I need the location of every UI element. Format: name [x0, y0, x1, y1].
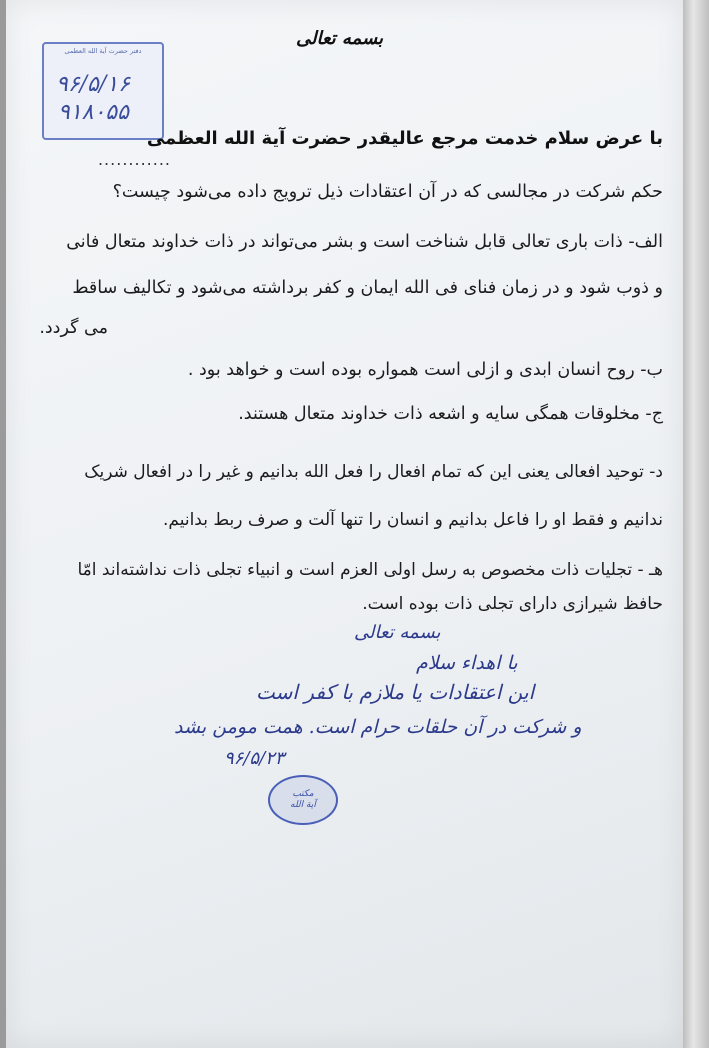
- answer-date: ۹۶/۵/۲۳: [224, 748, 285, 769]
- answer-greeting: با اهداء سلام: [416, 652, 518, 674]
- receipt-stamp: [42, 42, 164, 140]
- stamp-header: دفتر حضرت آیة الله العظمی: [64, 47, 142, 55]
- stamp-date: ۹۶/۵/۱۶: [56, 72, 130, 97]
- salutation-line: [147, 128, 663, 149]
- seal-text-bottom: آیة الله: [290, 800, 316, 810]
- question-line-10: حافظ شیرازی دارای تجلی ذات بوده است.: [362, 594, 663, 614]
- question-line-8: ندانیم و فقط او را فاعل بدانیم و انسان را تنها آلت و صرف ربط بدانیم.: [162, 510, 663, 530]
- question-line-4: می گردد.: [39, 318, 108, 338]
- letter-paper: [6, 0, 683, 1048]
- answer-basmala: بسمه تعالی: [354, 622, 441, 643]
- salutation-text: با عرض سلام خدمت مرجع عالیقدر حضرت آیة الله العظمی: [146, 128, 663, 149]
- question-line-7: د- توحید افعالی یعنی این که تمام افعال را فعل الله بدانیم و غیر را در افعال شریک: [84, 462, 663, 482]
- question-line-1: حکم شرکت در مجالسی که در آن اعتقادات ذیل ترویج داده می‌شود چیست؟: [112, 182, 663, 202]
- salutation-dots: ............: [97, 150, 171, 169]
- question-line-6: ج- مخلوقات همگی سایه و اشعه ذات خداوند متعال هستند.: [238, 404, 663, 424]
- seal-text-top: مکتب: [292, 789, 314, 799]
- question-line-3: و ذوب شود و در زمان فنای فی الله ایمان و کفر برداشته می‌شود و تکالیف ساقط: [72, 278, 663, 298]
- basmala-heading: بسمه تعالی: [296, 28, 384, 49]
- question-line-2: الف- ذات باری تعالی قابل شناخت است و بشر می‌تواند در ذات خداوند متعال فانی: [66, 232, 663, 252]
- official-seal: [268, 775, 338, 825]
- answer-line-1: این اعتقادات یا ملازم با کفر است: [256, 680, 535, 704]
- question-line-5: ب- روح انسان ابدی و ازلی است همواره بوده است و خواهد بود .: [187, 360, 663, 380]
- stamp-number: ۹۱۸۰۵۵: [58, 100, 129, 125]
- right-background-edge: [683, 0, 709, 1048]
- question-line-9: هـ - تجلیات ذات مخصوص به رسل اولی العزم است و انبیاء تجلی ذات نداشته‌اند امّا: [77, 560, 663, 580]
- answer-line-2: و شرکت در آن حلقات حرام است. همت مومن بشد: [174, 716, 582, 738]
